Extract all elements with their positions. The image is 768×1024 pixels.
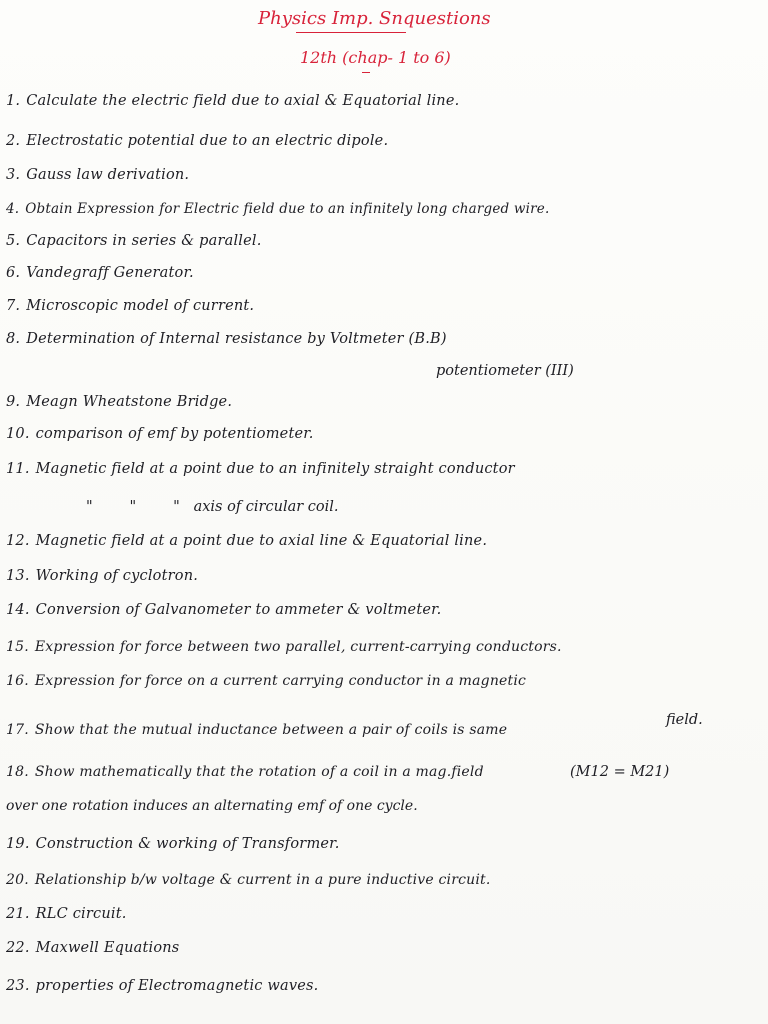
question-4 — [6, 201, 550, 217]
question-number: 16. — [6, 673, 29, 689]
question-number: 23. — [6, 978, 30, 994]
question-text: Expression for force on a current carrying conductor in a magnetic — [34, 673, 527, 689]
question-number: 12. — [6, 533, 30, 549]
question-23 — [6, 978, 319, 994]
question-12 — [6, 533, 487, 549]
question-number: 4. — [6, 201, 20, 217]
question-text: Conversion of Galvanometer to ammeter & voltmeter. — [35, 602, 442, 618]
question-19 — [6, 836, 340, 852]
question-10 — [6, 426, 314, 442]
question-text: Microscopic model of current. — [26, 298, 255, 314]
question-9 — [6, 394, 232, 410]
question-text: Obtain Expression for Electric field due to an infinitely long charged wire. — [25, 201, 550, 217]
page-title: Physics Imp. Snquestions — [258, 8, 491, 29]
question-13 — [6, 568, 198, 584]
page-subtitle: 12th (chap- 1 to 6) — [300, 48, 451, 67]
question-6 — [6, 265, 194, 281]
question-16 — [6, 673, 526, 689]
question-number: 5. — [6, 233, 21, 249]
question-text: Meagn Wheatstone Bridge. — [26, 394, 233, 410]
question-17-continuation: (M12 = M21) — [570, 764, 670, 780]
question-text: Calculate the electric field due to axial & Equatorial line. — [26, 93, 460, 109]
question-number: 19. — [6, 836, 30, 852]
question-number: 17. — [6, 722, 29, 738]
question-11 — [6, 461, 515, 477]
question-22 — [6, 940, 179, 956]
subtitle-underline — [362, 72, 370, 73]
question-18 — [6, 764, 484, 780]
question-number: 8. — [6, 331, 21, 347]
question-text: Working of cyclotron. — [35, 568, 199, 584]
question-text: Show that the mutual inductance between a pair of coils is same — [34, 722, 508, 738]
question-number: 21. — [6, 906, 30, 922]
question-number: 11. — [6, 461, 30, 477]
question-text: Vandegraff Generator. — [26, 265, 194, 281]
question-number: 18. — [6, 764, 29, 780]
question-2 — [6, 133, 388, 149]
question-text: Expression for force between two parallel, current-carrying conductors. — [34, 639, 562, 655]
question-8-continuation: potentiometer (III) — [436, 363, 574, 379]
question-11-continuation: " " " axis of circular coil. — [86, 499, 339, 515]
question-number: 14. — [6, 602, 30, 618]
question-text: Show mathematically that the rotation of a coil in a mag.field — [34, 764, 484, 780]
question-18-continuation: over one rotation induces an alternating emf of one cycle. — [6, 798, 418, 814]
question-number: 9. — [6, 394, 21, 410]
question-17 — [6, 722, 507, 738]
question-number: 1. — [6, 93, 21, 109]
question-text: Maxwell Equations — [35, 940, 180, 956]
question-16-continuation: field. — [666, 712, 703, 728]
question-number: 10. — [6, 426, 30, 442]
question-14 — [6, 602, 441, 618]
question-text: Magnetic field at a point due to an infinitely straight conductor — [35, 461, 515, 477]
question-text: Magnetic field at a point due to axial line & Equatorial line. — [35, 533, 488, 549]
question-text: Gauss law derivation. — [26, 167, 190, 183]
question-21 — [6, 906, 127, 922]
question-8 — [6, 331, 447, 347]
question-number: 6. — [6, 265, 21, 281]
question-number: 13. — [6, 568, 30, 584]
question-text: RLC circuit. — [35, 906, 127, 922]
question-1 — [6, 93, 459, 109]
question-text: Electrostatic potential due to an electric dipole. — [26, 133, 389, 149]
question-3 — [6, 167, 189, 183]
title-underline — [296, 32, 406, 33]
question-5 — [6, 233, 262, 249]
question-text: Construction & working of Transformer. — [35, 836, 340, 852]
question-text: Capacitors in series & parallel. — [26, 233, 262, 249]
question-text: comparison of emf by potentiometer. — [35, 426, 314, 442]
question-number: 22. — [6, 940, 30, 956]
question-number: 15. — [6, 639, 29, 655]
question-number: 3. — [6, 167, 21, 183]
question-7 — [6, 298, 254, 314]
question-text: Relationship b/w voltage & current in a pure inductive circuit. — [34, 872, 491, 888]
question-number: 2. — [6, 133, 21, 149]
question-text: properties of Electromagnetic waves. — [35, 978, 319, 994]
question-number: 7. — [6, 298, 21, 314]
question-15 — [6, 639, 562, 655]
question-number: 20. — [6, 872, 29, 888]
question-text: Determination of Internal resistance by Voltmeter (B.B) — [26, 331, 447, 347]
question-20 — [6, 872, 491, 888]
